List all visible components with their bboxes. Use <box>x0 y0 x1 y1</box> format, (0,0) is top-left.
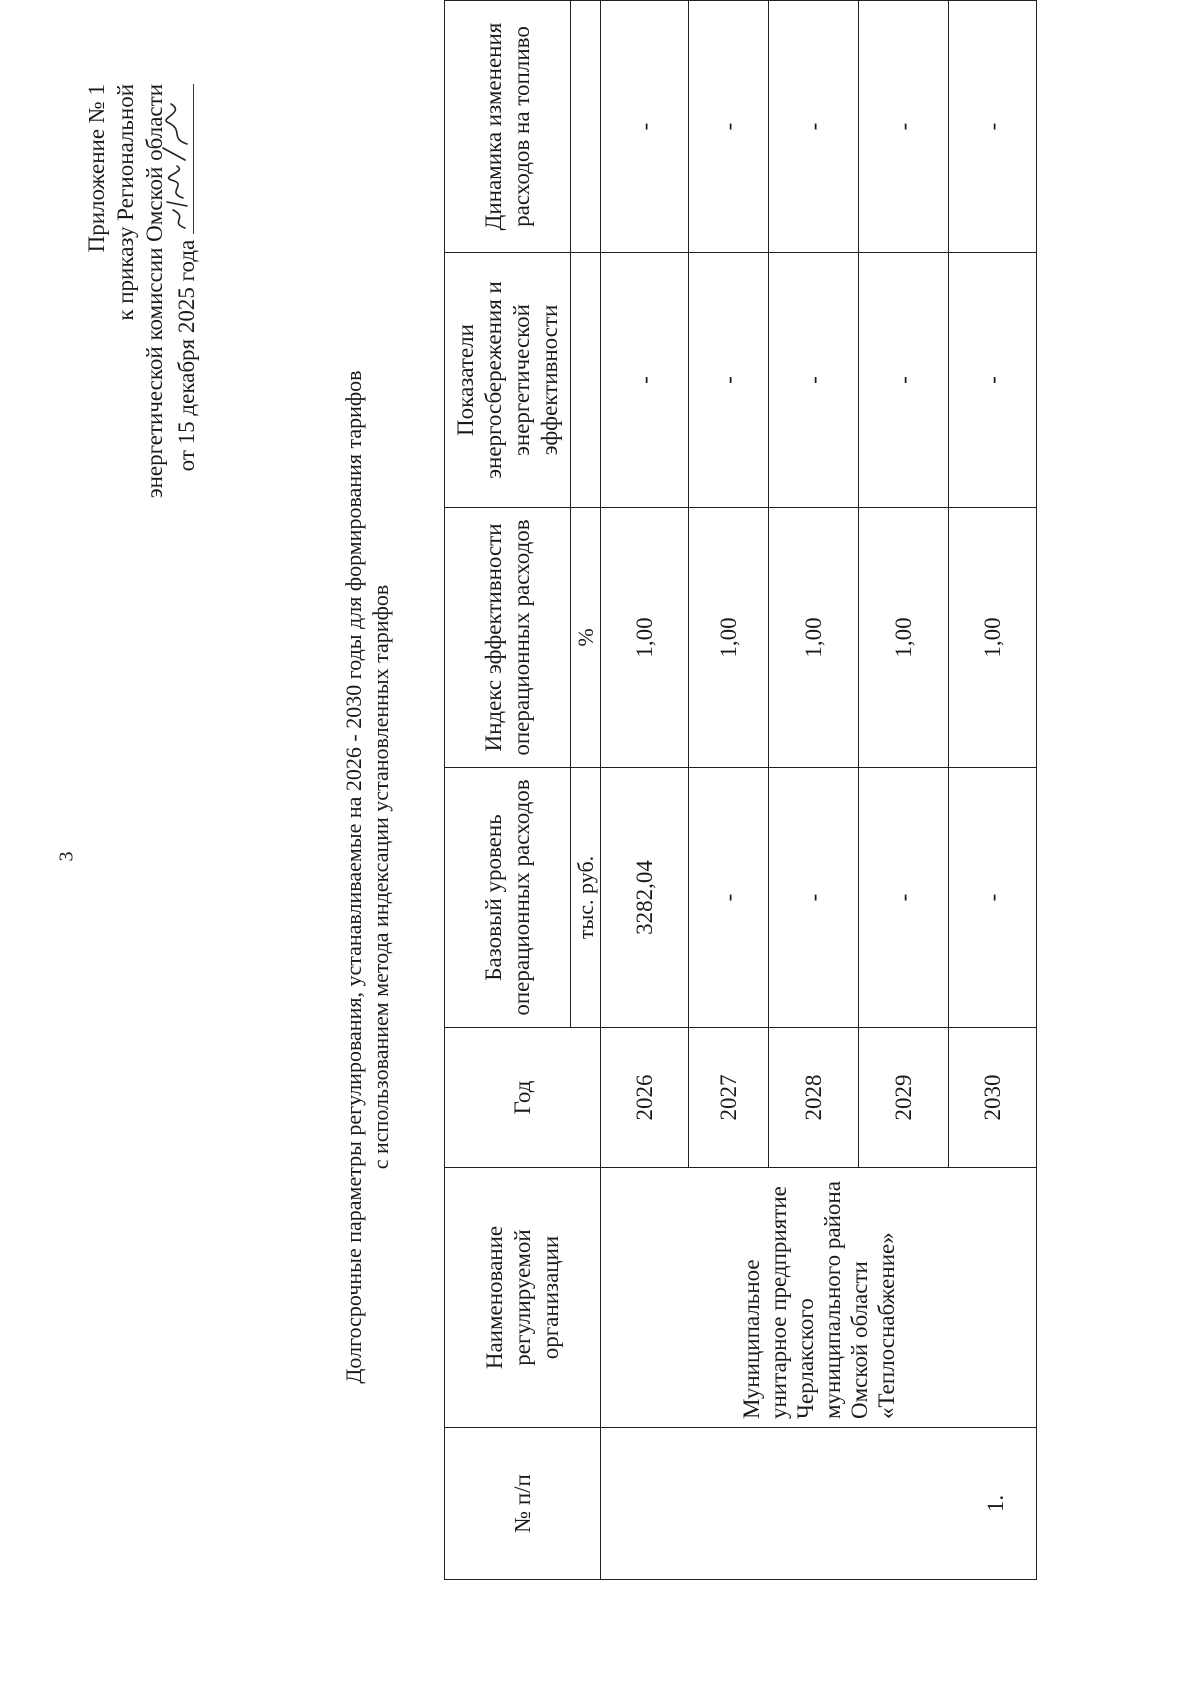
fuel-cell: - <box>769 1 859 253</box>
header-base: Базовый уровень операционных расходов <box>445 768 571 1028</box>
header-fuel: Динамика изменения расходов на топливо <box>445 1 571 253</box>
row-number: 1. <box>601 1428 1037 1580</box>
page-number: 3 <box>55 851 78 862</box>
energy-cell: - <box>949 253 1037 508</box>
header-index: Индекс эффективности операционных расходов <box>445 508 571 768</box>
base-cell: - <box>769 768 859 1028</box>
table-header-row <box>445 1 571 1580</box>
fuel-cell: - <box>859 1 949 253</box>
table-row <box>601 1 689 1580</box>
fuel-cell: - <box>689 1 769 253</box>
appendix-date: от 15 декабря 2025 года <box>174 239 199 472</box>
header-org: Наименование регулируемой организации <box>445 1168 601 1428</box>
index-cell: 1,00 <box>601 508 689 768</box>
header-energy: Показатели энергосбережения и энергетической эффективности <box>445 253 571 508</box>
year-cell: 2029 <box>859 1028 949 1168</box>
handwritten-number <box>169 84 194 234</box>
index-cell: 1,00 <box>689 508 769 768</box>
unit-index: % <box>571 508 601 768</box>
unit-fuel <box>571 1 601 253</box>
appendix-header <box>82 84 201 498</box>
index-cell: 1,00 <box>859 508 949 768</box>
energy-cell: - <box>601 253 689 508</box>
parameters-table-wrap <box>444 0 1037 1580</box>
base-cell: 3282,04 <box>601 768 689 1028</box>
year-cell: 2030 <box>949 1028 1037 1168</box>
index-cell: 1,00 <box>769 508 859 768</box>
year-cell: 2027 <box>689 1028 769 1168</box>
energy-cell: - <box>689 253 769 508</box>
unit-energy <box>571 253 601 508</box>
appendix-commission: энергетической комиссии Омской области <box>142 84 167 499</box>
appendix-order-ref: к приказу Региональной <box>113 84 138 321</box>
document-title <box>340 177 394 1577</box>
index-cell: 1,00 <box>949 508 1037 768</box>
fuel-cell: - <box>601 1 689 253</box>
base-cell: - <box>949 768 1037 1028</box>
year-cell: 2026 <box>601 1028 689 1168</box>
appendix-date-line <box>169 84 201 498</box>
energy-cell: - <box>769 253 859 508</box>
title-line-2: с использованием метода индексации установленных тарифов <box>368 584 393 1170</box>
base-cell: - <box>859 768 949 1028</box>
unit-base: тыс. руб. <box>571 768 601 1028</box>
parameters-table <box>444 0 1037 1580</box>
year-cell: 2028 <box>769 1028 859 1168</box>
base-cell: - <box>689 768 769 1028</box>
header-num: № п/п <box>445 1428 601 1580</box>
fuel-cell: - <box>949 1 1037 253</box>
energy-cell: - <box>859 253 949 508</box>
organization-name: Муниципальное унитарное предприятие Черлакского муниципального района Омской области «Теплоснабжение» <box>601 1168 1037 1428</box>
appendix-title: Приложение № 1 <box>84 84 109 253</box>
title-line-1: Долгосрочные параметры регулирования, устанавливаемые на 2026 - 2030 годы для формирования тарифов <box>341 370 366 1384</box>
header-year: Год <box>445 1028 601 1168</box>
